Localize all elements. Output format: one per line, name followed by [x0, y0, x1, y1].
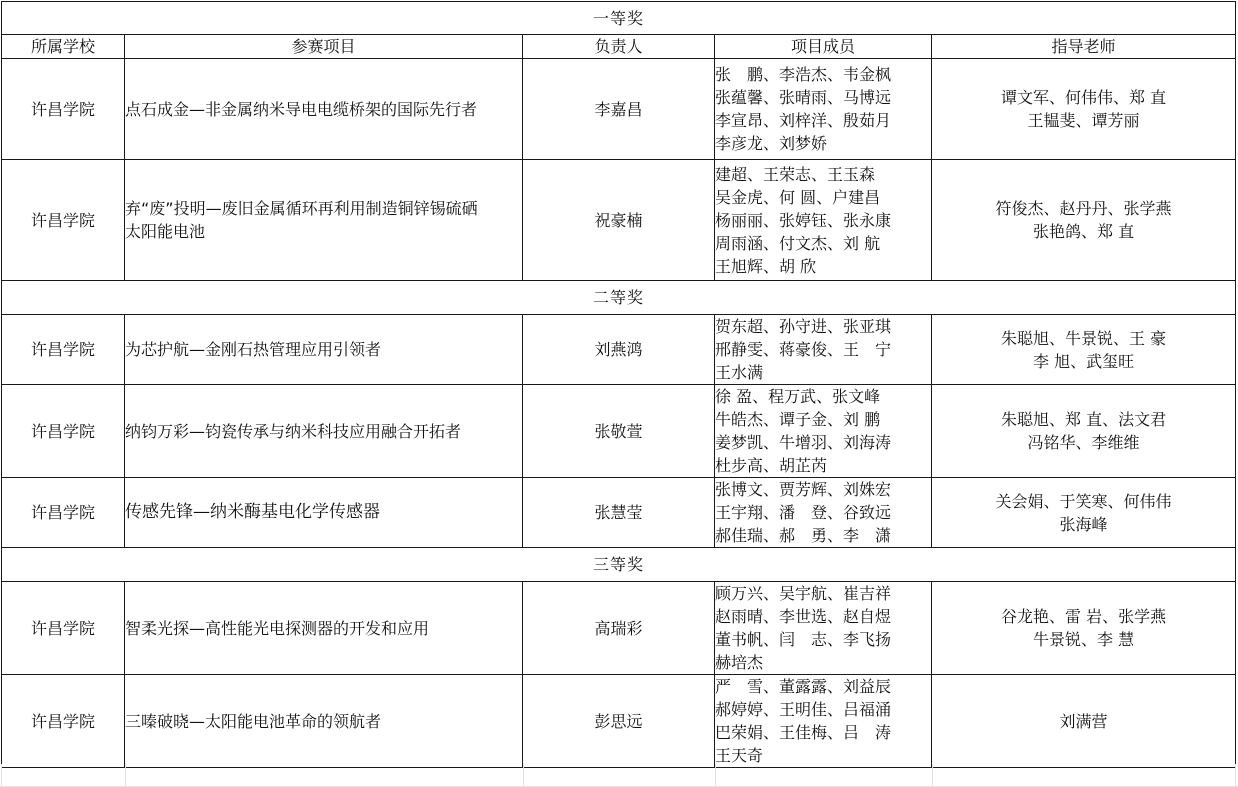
project-cell: 智柔光探—高性能光电探测器的开发和应用	[125, 582, 523, 675]
member-line: 赫培杰	[715, 653, 764, 672]
members-cell	[715, 59, 932, 160]
project-cell: 三嗪破晓—太阳能电池革命的领航者	[125, 675, 523, 768]
project-cell	[125, 160, 523, 281]
advisor-line: 符俊杰、赵丹丹、张学燕	[995, 199, 1172, 218]
school-cell: 许昌学院	[2, 385, 125, 478]
section-title-third-prize: 三等奖	[2, 548, 1236, 582]
section-title-second-prize: 二等奖	[2, 281, 1236, 315]
header-school: 所属学校	[2, 35, 125, 59]
advisor-line: 张海峰	[1059, 514, 1108, 534]
member-line: 邢静雯、蒋豪俊、王 宁	[715, 340, 892, 359]
school-cell: 许昌学院	[2, 675, 125, 768]
advisors-cell	[932, 59, 1236, 160]
header-advisors: 指导老师	[932, 35, 1236, 59]
project-text-line: 太阳能电池	[125, 222, 206, 241]
member-line: 赵雨晴、李世选、赵自煜	[715, 607, 892, 626]
member-line: 顾万兴、吴宇航、崔吉祥	[715, 584, 892, 603]
leader-cell: 高瑞彩	[523, 582, 715, 675]
members-cell	[715, 315, 932, 385]
school-cell: 许昌学院	[2, 315, 125, 385]
project-text-line: 弃“废”投明—废旧金属循环再利用制造铜锌锡硫硒	[125, 199, 478, 218]
member-line: 周雨涵、付文杰、刘 航	[715, 233, 881, 253]
members-cell	[715, 478, 932, 548]
advisor-line: 谭文军、何伟伟、郑 直	[1000, 88, 1167, 107]
table-row	[2, 160, 1236, 281]
member-line: 牛皓杰、谭子金、刘 鹏	[715, 410, 881, 429]
members-cell	[715, 675, 932, 768]
member-line: 李彦龙、刘梦娇	[715, 134, 828, 153]
member-line: 郝婷婷、王明佳、吕福涌	[715, 700, 892, 719]
school-cell: 许昌学院	[2, 59, 125, 160]
project-line	[125, 197, 522, 243]
member-line: 李宣昂、刘梓洋、殷茹月	[715, 111, 892, 130]
project-cell: 纳钧万彩—钧瓷传承与纳米科技应用融合开拓者	[125, 385, 523, 478]
member-line: 贺东超、孙守进、张亚琪	[715, 317, 892, 336]
leader-cell: 祝豪楠	[523, 160, 715, 281]
members-cell	[715, 582, 932, 675]
advisor-line: 李 旭、武玺旺	[1032, 351, 1135, 371]
member-line: 郝佳瑞、郝 勇、李 潇	[715, 526, 892, 545]
member-line: 巴荣娟、王佳梅、吕 涛	[715, 723, 892, 742]
award-table	[1, 1, 1236, 768]
table-row	[2, 59, 1236, 160]
school-cell: 许昌学院	[2, 160, 125, 281]
member-line: 建超、王荣志、王玉森	[715, 164, 876, 184]
member-line: 姜梦凯、牛增羽、刘海涛	[715, 433, 892, 452]
leader-cell: 刘燕鸿	[523, 315, 715, 385]
member-line: 董书帆、闫 志、李飞扬	[715, 630, 892, 649]
gridline	[932, 764, 933, 787]
header-members: 项目成员	[715, 35, 932, 59]
table-row	[2, 478, 1236, 548]
member-line: 杨丽丽、张婷钰、张永康	[715, 210, 892, 230]
member-line: 徐 盈、程万武、张文峰	[715, 387, 881, 406]
gridline	[715, 764, 716, 787]
leader-cell: 张敬萱	[523, 385, 715, 478]
advisor-line: 关会娟、于笑寒、何伟伟	[995, 491, 1172, 511]
member-line: 吴金虎、何 圆、户建昌	[715, 187, 881, 207]
gridline	[125, 764, 126, 787]
gridline	[1, 764, 2, 787]
advisors-cell	[932, 315, 1236, 385]
member-line: 王水满	[715, 363, 764, 382]
advisors-cell	[932, 160, 1236, 281]
advisors-cell	[932, 478, 1236, 548]
members-cell	[715, 385, 932, 478]
table-row	[2, 582, 1236, 675]
member-line: 王旭辉、胡 欣	[715, 256, 817, 276]
member-line: 张蕴馨、张晴雨、马博远	[715, 88, 892, 107]
member-line: 张 鹏、李浩杰、韦金枫	[715, 65, 892, 84]
advisor-line: 朱聪旭、牛景锐、王 豪	[1000, 328, 1167, 348]
advisor-line: 张艳鸽、郑 直	[1032, 222, 1135, 241]
table-row	[2, 385, 1236, 478]
table-row	[2, 315, 1236, 385]
advisor-line: 刘满营	[1059, 711, 1108, 731]
header-project: 参赛项目	[125, 35, 523, 59]
advisors-cell	[932, 582, 1236, 675]
advisor-line: 牛景锐、李 慧	[1032, 630, 1135, 649]
advisor-line: 王韫斐、谭芳丽	[1027, 111, 1140, 130]
advisor-line: 朱聪旭、郑 直、法文君	[1000, 410, 1167, 429]
leader-cell: 彭思远	[523, 675, 715, 768]
gridline	[1235, 764, 1236, 787]
table-row	[2, 675, 1236, 768]
gridline	[523, 764, 524, 787]
school-cell: 许昌学院	[2, 582, 125, 675]
header-leader: 负责人	[523, 35, 715, 59]
member-line: 严 雪、董露露、刘益辰	[715, 677, 892, 696]
project-cell: 传感先锋—纳米酶基电化学传感器	[125, 478, 523, 548]
project-cell: 为芯护航—金刚石热管理应用引领者	[125, 315, 523, 385]
member-line: 王天奇	[715, 746, 764, 765]
member-line: 张博文、贾芳辉、刘姝宏	[715, 480, 892, 499]
section-title-first-prize: 一等奖	[2, 2, 1236, 35]
member-line: 王宇翔、潘 登、谷致远	[715, 503, 892, 522]
members-cell	[715, 160, 932, 281]
advisor-line: 冯铭华、李维维	[1027, 433, 1140, 452]
leader-cell: 张慧莹	[523, 478, 715, 548]
leader-cell: 李嘉昌	[523, 59, 715, 160]
project-cell: 点石成金—非金属纳米导电电缆桥架的国际先行者	[125, 59, 523, 160]
advisors-cell	[932, 675, 1236, 768]
school-cell: 许昌学院	[2, 478, 125, 548]
advisors-cell	[932, 385, 1236, 478]
member-line: 杜步高、胡芷芮	[715, 456, 828, 475]
advisor-line: 谷龙艳、雷 岩、张学燕	[1000, 607, 1167, 626]
